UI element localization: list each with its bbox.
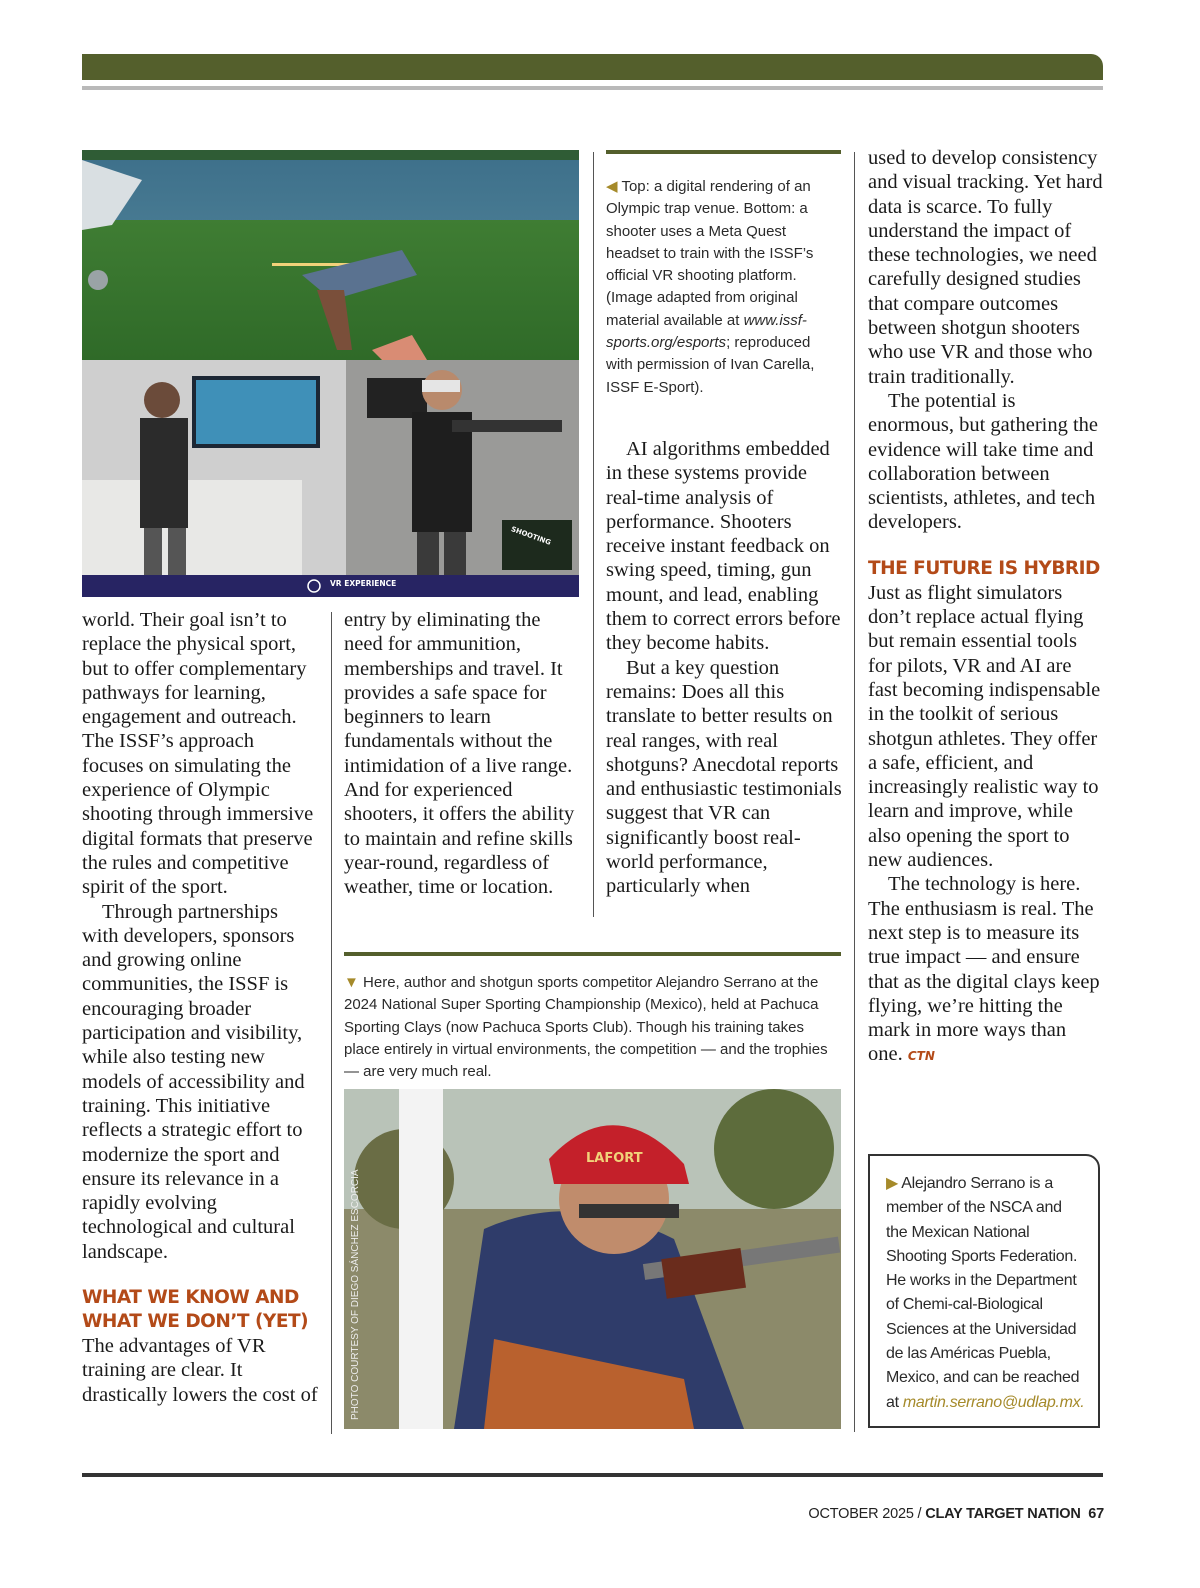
col4-paragraph-1: used to develop consistency and visual tracking. Yet hard data is scarce. To fully understand the impact of these technologies, we need carefully designed studies that compare outcomes between shotgun shooters who use VR and those who train traditionally. (868, 147, 1103, 388)
vr-venue-illustration (82, 150, 579, 597)
page-number: 67 (1088, 1506, 1104, 1522)
column-divider-3 (854, 152, 855, 1432)
shooting-sign: SHOOTING (509, 525, 552, 547)
footer-rule (82, 1473, 1103, 1477)
col4-paragraph-2: The potential is enormous, but gathering the evidence will take time and collaboration between scientists, athletes, and tech developers. (868, 389, 1099, 534)
cap-logo-text: LAFORT (586, 1151, 643, 1166)
bio-text: Alejandro Serrano is a member of the NSCA and the Mexican National Shooting Sports Federation. He works in the Department of Chemi-cal-Biological Sciences at the Universidad de las Américas Puebla, Mexico, and can be reached at (886, 1175, 1080, 1411)
caption-top (606, 176, 838, 399)
folio (808, 1506, 1104, 1522)
col4-paragraph-3: Just as flight simulators don’t replace actual flying but remain essential tools for pilots, VR and AI are fast becoming indispensable in the toolkit of serious shotgun athletes. They offer a safe, efficient, and increasingly realistic way to learn and improve, while also opening the sport to new audiences. (868, 581, 1101, 872)
bio-email-link[interactable]: martin.serrano@udlap.mx. (902, 1393, 1085, 1411)
right-triangle-icon: ▶ (886, 1175, 899, 1192)
col1-paragraph-3: The advantages of VR training are clear. It drastically lowers the cost of (82, 1335, 318, 1406)
caption-bottom-rule (344, 952, 841, 956)
column-4 (868, 146, 1104, 1069)
footer-separator: / (913, 1506, 926, 1522)
column-1 (82, 608, 318, 1407)
caption-top-link[interactable]: www.issf-sports.org/esports (606, 311, 807, 352)
caption-bottom-text: Here, author and shotgun sports competitor Alejandro Serrano at the 2024 National Super Sporting Championship (Mexico), held at Pachuca Sporting Clays (now Pachuca Sports Club). Though his training takes place entirely in virtual environments, the competition — and the trophies — are very much real. (344, 974, 828, 1081)
competitor-photo (344, 1089, 841, 1429)
section-heading-future: THE FUTURE IS HYBRID (868, 557, 1100, 579)
col1-paragraph-2: Through partnerships with developers, sponsors and growing online communities, the ISSF is encouraging broader participation and visibility, while also testing new models of accessibility and training. This initiative reflects a strategic effort to modernize the sport and ensure its relevance in a rapidly evolving technological and cultural landscape. (82, 900, 305, 1263)
vr-experience-banner: VR EXPERIENCE (330, 579, 397, 588)
column-divider-2 (593, 152, 594, 917)
col3-paragraph-1: AI algorithms embedded in these systems provide real-time analysis of performance. Shooters receive instant feedback on swing speed, timing, gun mount, and lead, enabling them to correct errors before they become habits. (606, 438, 841, 655)
ctn-end-mark: CTN (907, 1049, 935, 1064)
col4-paragraph-4 (868, 872, 1104, 1068)
col3-paragraph-2: But a key question remains: Does all this translate to better results on real ranges, with real shotguns? Anecdotal reports and enthusiastic testimonials suggest that VR can significantly boost real-world performance, particularly when (606, 656, 842, 898)
section-heading-know: WHAT WE KNOW AND WHAT WE DON’T (YET) (82, 1287, 309, 1333)
vr-photo-composite (82, 150, 579, 597)
header-rule (82, 86, 1103, 90)
column-divider-1 (331, 612, 332, 1434)
column-2 (344, 608, 580, 900)
caption-bottom (344, 972, 838, 1083)
author-bio-box (868, 1154, 1100, 1428)
caption-top-rule (606, 150, 841, 154)
left-triangle-icon: ◀ (606, 178, 618, 195)
col2-paragraph-1: entry by eliminating the need for ammunition, memberships and travel. It provides a safe space for beginners to learn fundamentals without the intimidation of a live range. And for experienced shooters, it offers the ability to maintain and refine skills year-round, regardless of weather, time or location. (344, 609, 575, 899)
shooter-illustration (344, 1089, 841, 1429)
down-triangle-icon: ▼ (344, 974, 359, 991)
col1-paragraph-1: world. Their goal isn’t to replace the physical sport, but to offer complementary pathways for learning, engagement and outreach. The ISSF’s approach focuses on simulating the experience of Olympic shooting through immersive digital formats that preserve the rules and competitive spirit of the sport. (82, 609, 314, 899)
footer-magazine-name: CLAY TARGET NATION (925, 1506, 1081, 1522)
column-3 (606, 437, 842, 899)
caption-top-text: Top: a digital rendering of an Olympic trap venue. Bottom: a shooter uses a Meta Quest headset to train with the ISSF’s official VR shooting platform. (Image adapted from original material available at (606, 178, 814, 329)
header-bar (82, 54, 1103, 80)
caption-top-text-end: ; reproduced with permission of Ivan Carella, ISSF E-Sport). (606, 334, 815, 396)
footer-month: OCTOBER 2025 (808, 1506, 914, 1522)
col4-paragraph-4-text: The technology is here. The enthusiasm is real. The next step is to measure its true impact — and ensure that as the digital clays keep flying, we’re hitting the mark in more ways than one. (868, 873, 1100, 1066)
photo-credit: PHOTO COURTESY OF DIEGO SÁNCHEZ ESCORCIA (350, 1169, 361, 1420)
